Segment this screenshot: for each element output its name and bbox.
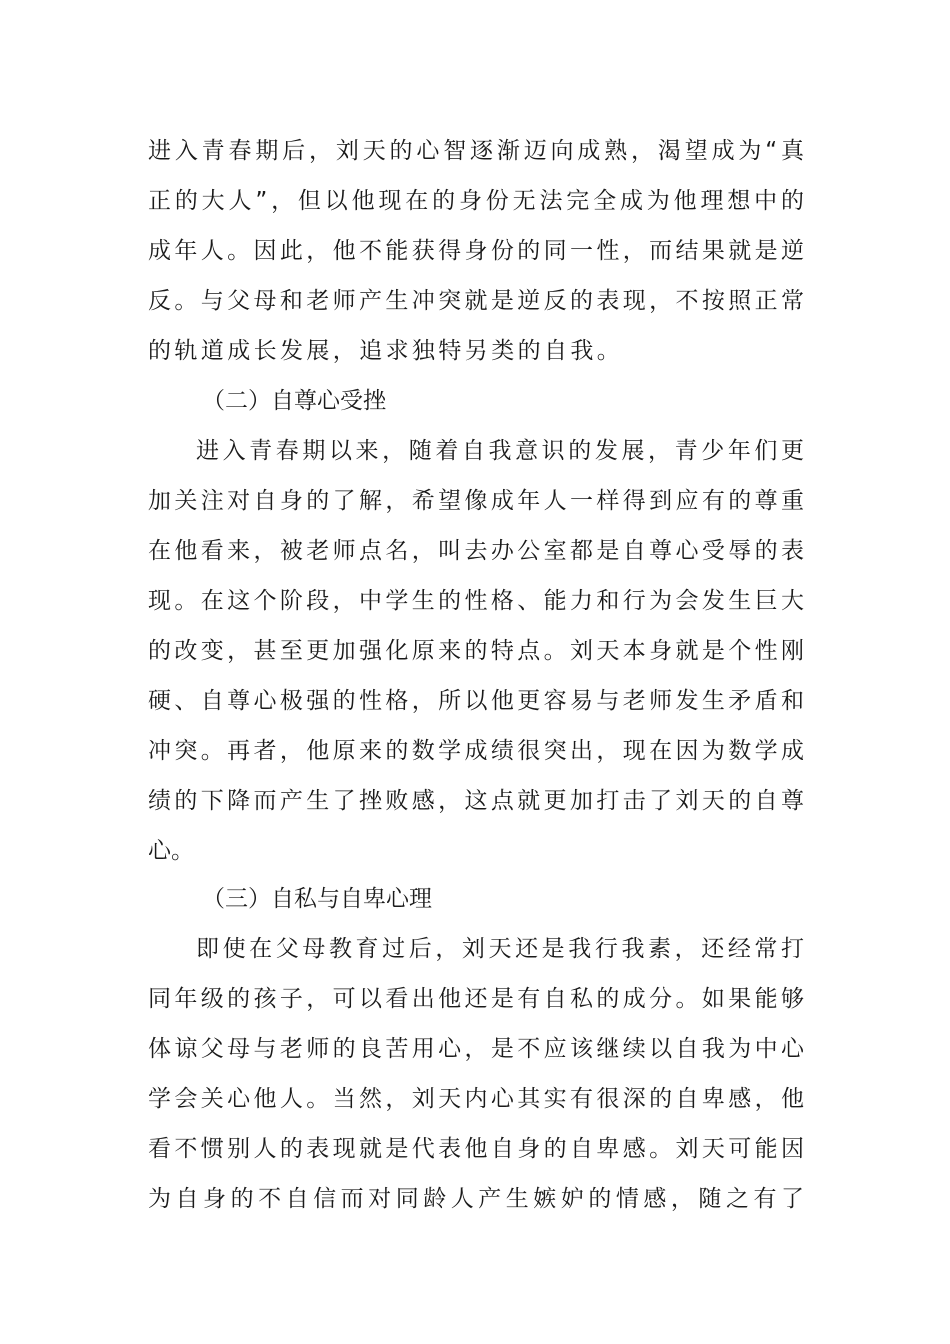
text-line: 的轨道成长发展，追求独特另类的自我。 [148,338,624,364]
text-line: 现。在这个阶段，中学生的性格、能力和行为会发生巨大 [148,588,804,614]
text-line: 加关注对自身的了解，希望像成年人一样得到应有的尊重 [148,488,804,514]
text-line: 学会关心他人。当然，刘天内心其实有很深的自卑感，他 [148,1086,804,1112]
text-line: 正的大人”，但以他现在的身份无法完全成为他理想中的 [148,188,804,214]
text-line: 体谅父母与老师的良苦用心，是不应该继续以自我为中心 [148,1036,804,1062]
text-line: 在他看来，被老师点名，叫去办公室都是自尊心受辱的表 [148,538,804,564]
text-line: 硬、自尊心极强的性格，所以他更容易与老师发生矛盾和 [148,688,804,714]
text-line: 为自身的不自信而对同龄人产生嫉妒的情感，随之有了 [148,1186,804,1212]
text-line: 同年级的孩子，可以看出他还是有自私的成分。如果能够 [148,986,804,1012]
text-line: 的改变，甚至更加强化原来的特点。刘天本身就是个性刚 [148,638,804,664]
section-heading-2: （二）自尊心受挫 [202,388,386,414]
text-line: 成年人。因此，他不能获得身份的同一性，而结果就是逆 [148,238,804,264]
text-line: 即使在父母教育过后，刘天还是我行我素，还经常打 [196,936,804,962]
text-line: 心。 [148,838,194,864]
section-heading-3: （三）自私与自卑心理 [202,886,432,912]
text-line: 反。与父母和老师产生冲突就是逆反的表现，不按照正常 [148,288,804,314]
text-line: 冲突。再者，他原来的数学成绩很突出，现在因为数学成 [148,738,804,764]
text-line: 看不惯别人的表现就是代表他自身的自卑感。刘天可能因 [148,1136,804,1162]
text-line: 进入青春期后，刘天的心智逐渐迈向成熟，渴望成为“真 [148,138,804,164]
text-line: 绩的下降而产生了挫败感，这点就更加打击了刘天的自尊 [148,788,804,814]
text-line: 进入青春期以来，随着自我意识的发展，青少年们更 [196,438,804,464]
